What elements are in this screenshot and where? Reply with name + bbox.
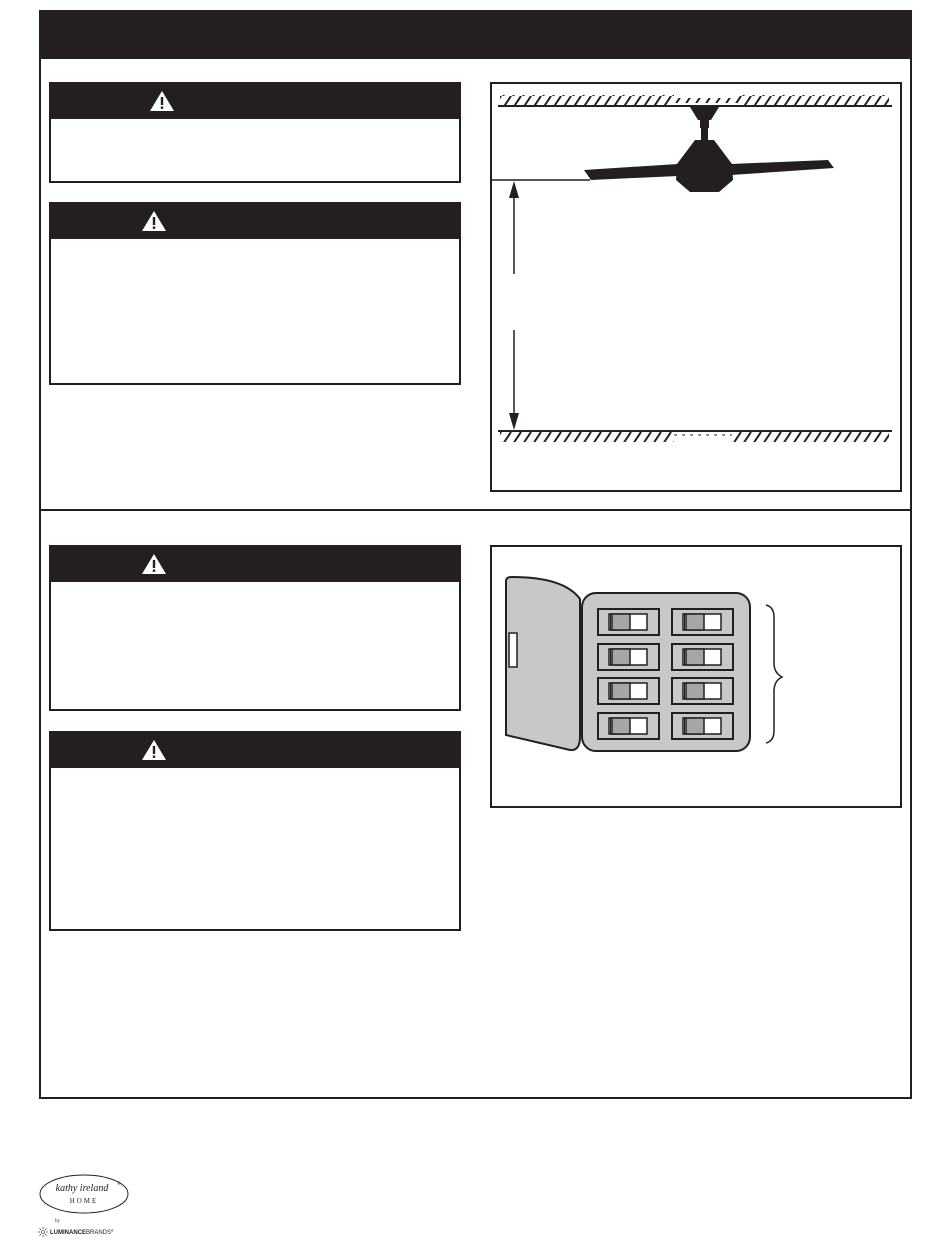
logo-company-bold: LUMINANCE bbox=[50, 1230, 86, 1236]
logo-company-light: BRANDS bbox=[86, 1230, 112, 1236]
breaker-switch bbox=[598, 644, 659, 670]
kathy-ireland-home-logo bbox=[36, 1172, 146, 1240]
warning-triangle-icon bbox=[149, 90, 175, 112]
breaker-bracket bbox=[766, 605, 782, 743]
breaker-switch bbox=[672, 678, 733, 704]
logo-by: by bbox=[55, 1219, 60, 1224]
ceiling-fan bbox=[584, 107, 834, 192]
warning-triangle-icon bbox=[141, 553, 167, 575]
fan-clearance-diagram bbox=[492, 84, 900, 490]
warning-header bbox=[51, 204, 459, 239]
section-header-bar bbox=[39, 10, 912, 59]
warning-box-2 bbox=[49, 202, 461, 385]
warning-header bbox=[51, 733, 459, 768]
height-dimension-arrow bbox=[492, 180, 590, 430]
warning-box-1 bbox=[49, 82, 461, 183]
warning-triangle-icon bbox=[141, 739, 167, 761]
logo-brand-line1: kathy ireland bbox=[55, 1183, 109, 1194]
warning-header bbox=[51, 547, 459, 582]
breaker-switch bbox=[672, 609, 733, 635]
breaker-switch bbox=[672, 713, 733, 739]
luminance-sun-icon bbox=[38, 1227, 48, 1237]
logo-brand-line2: HOME bbox=[69, 1197, 99, 1205]
logo-trademark: ® bbox=[111, 1229, 114, 1233]
door-handle bbox=[509, 633, 517, 667]
warning-box-4 bbox=[49, 731, 461, 931]
warning-box-3 bbox=[49, 545, 461, 711]
breaker-switch bbox=[672, 644, 733, 670]
logo-company bbox=[50, 1229, 114, 1236]
breaker-panel-diagram bbox=[492, 547, 900, 806]
breaker-switch bbox=[598, 678, 659, 704]
floor-hatch bbox=[498, 431, 892, 442]
logo-registered-mark: ® bbox=[117, 1182, 121, 1187]
warning-triangle-icon bbox=[141, 210, 167, 232]
warning-header bbox=[51, 84, 459, 119]
breaker-switch bbox=[598, 713, 659, 739]
ceiling-hatch bbox=[498, 95, 892, 106]
breaker-switch bbox=[598, 609, 659, 635]
fan-clearance-figure bbox=[490, 82, 902, 492]
breaker-panel-figure bbox=[490, 545, 902, 808]
section-divider bbox=[39, 509, 912, 511]
